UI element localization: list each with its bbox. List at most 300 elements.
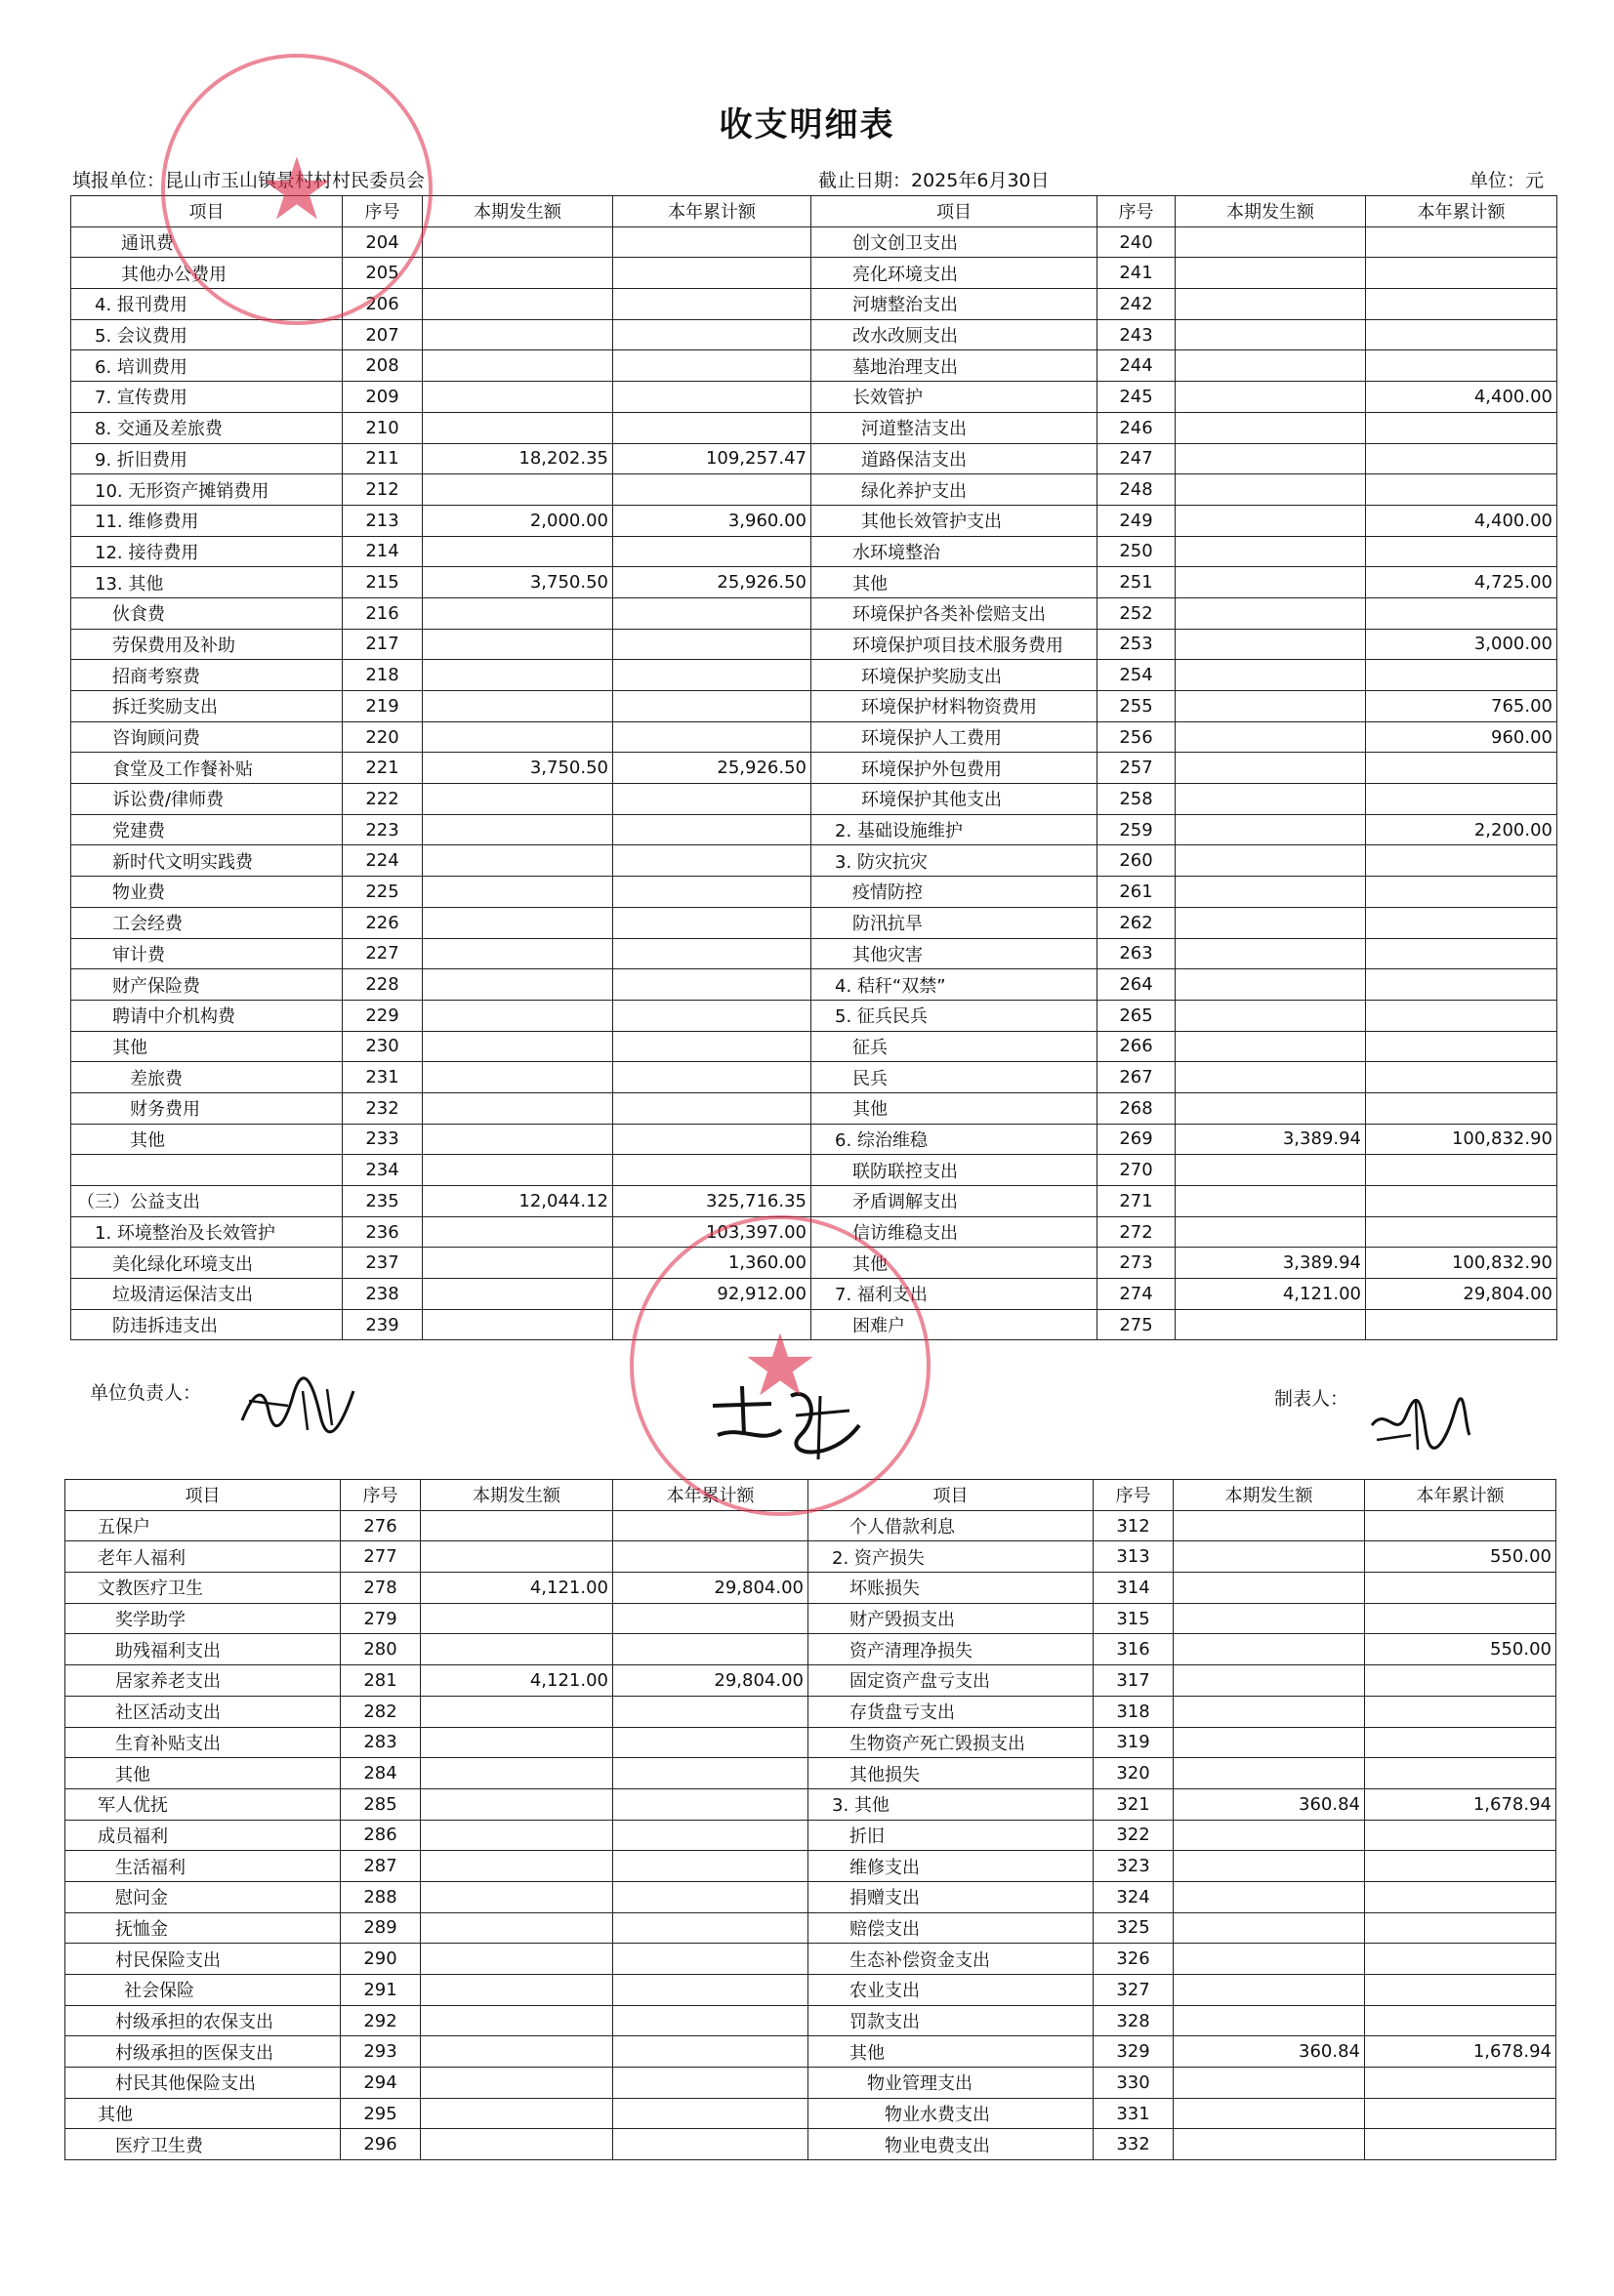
table-row <box>71 1279 1557 1310</box>
ytd-amount-cell <box>1365 1665 1556 1697</box>
table-row <box>71 907 1557 938</box>
ytd-amount-cell <box>1366 784 1557 815</box>
header-seq: 序号 <box>1094 1480 1174 1511</box>
table-row <box>65 1820 1556 1851</box>
period-amount-cell <box>421 1696 613 1727</box>
seq-cell: 211 <box>343 443 423 474</box>
seq-cell: 325 <box>1094 1912 1174 1944</box>
seq-cell: 229 <box>343 1000 423 1031</box>
period-amount-cell <box>1176 721 1366 753</box>
item-cell: 五保户 <box>65 1510 341 1541</box>
ytd-amount-cell <box>613 1031 811 1062</box>
ytd-amount-cell: 100,832.90 <box>1366 1248 1557 1279</box>
item-cell: 物业电费支出 <box>808 2129 1094 2160</box>
seq-cell: 223 <box>343 814 423 845</box>
item-cell: 其他 <box>71 1031 343 1062</box>
reporting-unit-label: 填报单位： <box>72 170 166 191</box>
seq-cell: 227 <box>343 938 423 969</box>
item-cell: 绿化养护支出 <box>811 474 1097 506</box>
ytd-amount-cell <box>1366 1309 1557 1340</box>
ytd-amount-cell: 4,400.00 <box>1366 505 1557 536</box>
ytd-amount-cell <box>1366 350 1557 382</box>
item-cell: 7. 宣传费用 <box>71 382 343 413</box>
ytd-amount-cell: 4,400.00 <box>1366 382 1557 413</box>
item-cell: 3. 防灾抗灾 <box>811 845 1097 877</box>
ytd-amount-cell <box>1365 2129 1556 2160</box>
ytd-amount-cell <box>1365 1510 1556 1541</box>
seq-cell: 313 <box>1094 1541 1174 1573</box>
seq-cell: 273 <box>1097 1248 1176 1279</box>
item-cell: 固定资产盘亏支出 <box>808 1665 1094 1697</box>
period-amount-cell <box>1174 2098 1365 2129</box>
ytd-amount-cell <box>1365 2068 1556 2099</box>
table-row <box>71 1062 1557 1093</box>
header-period: 本期发生额 <box>421 1480 613 1511</box>
seq-cell: 254 <box>1097 660 1176 691</box>
seq-cell: 317 <box>1094 1665 1174 1697</box>
seq-cell: 319 <box>1094 1727 1174 1758</box>
ytd-amount-cell <box>613 1541 808 1573</box>
seq-cell: 274 <box>1097 1279 1176 1310</box>
period-amount-cell <box>1174 1758 1365 1789</box>
period-amount-cell: 360.84 <box>1174 1788 1365 1820</box>
preparer-label: 制表人： <box>1274 1388 1349 1410</box>
ytd-amount-cell <box>1366 412 1557 443</box>
header-ytd: 本年累计额 <box>1365 1480 1556 1511</box>
ytd-amount-cell <box>1366 1155 1557 1186</box>
ytd-amount-cell <box>613 629 811 660</box>
item-cell: 10. 无形资产摊销费用 <box>71 474 343 506</box>
seq-cell: 228 <box>343 969 423 1001</box>
table-row <box>71 505 1557 536</box>
period-amount-cell <box>1176 567 1366 598</box>
seq-cell: 236 <box>343 1216 423 1248</box>
ytd-amount-cell <box>1366 753 1557 784</box>
table-row <box>65 2005 1556 2036</box>
period-amount-cell <box>1174 1665 1365 1697</box>
header-seq: 序号 <box>343 196 423 227</box>
cutoff-date: 截止日期：2025年6月30日 <box>818 170 1050 191</box>
period-amount-cell <box>1174 2005 1365 2036</box>
table-row <box>65 1788 1556 1820</box>
item-cell: 村民其他保险支出 <box>65 2068 341 2099</box>
period-amount-cell <box>1176 969 1366 1001</box>
item-cell: 防汛抗旱 <box>811 907 1097 938</box>
header-period: 本期发生额 <box>1174 1480 1365 1511</box>
item-cell: 环境保护人工费用 <box>811 721 1097 753</box>
signature-chairperson <box>703 1376 869 1474</box>
period-amount-cell <box>423 1155 613 1186</box>
item-cell: 环境保护其他支出 <box>811 784 1097 815</box>
seq-cell: 253 <box>1097 629 1176 660</box>
seq-cell: 250 <box>1097 536 1176 567</box>
period-amount-cell <box>423 1216 613 1248</box>
period-amount-cell <box>1176 597 1366 629</box>
ytd-amount-cell <box>613 1124 811 1155</box>
ytd-amount-cell <box>613 907 811 938</box>
seq-cell: 231 <box>343 1062 423 1093</box>
ytd-amount-cell <box>1365 1603 1556 1634</box>
table-row <box>71 536 1557 567</box>
item-cell: 财产保险费 <box>71 969 343 1001</box>
table-row <box>65 1541 1556 1573</box>
item-cell: 创文创卫支出 <box>811 226 1097 258</box>
period-amount-cell: 2,000.00 <box>423 505 613 536</box>
seq-cell: 275 <box>1097 1309 1176 1340</box>
period-amount-cell <box>1176 319 1366 350</box>
item-cell: 生物资产死亡毁损支出 <box>808 1727 1094 1758</box>
ytd-amount-cell <box>613 1975 808 2006</box>
seq-cell: 291 <box>341 1975 421 2006</box>
item-cell: 村级承担的农保支出 <box>65 2005 341 2036</box>
table-row <box>65 1912 1556 1944</box>
period-amount-cell <box>1174 1881 1365 1912</box>
seq-cell: 314 <box>1094 1573 1174 1604</box>
table-row <box>71 753 1557 784</box>
seq-cell: 266 <box>1097 1031 1176 1062</box>
period-amount-cell <box>1176 691 1366 722</box>
item-cell: 捐赠支出 <box>808 1881 1094 1912</box>
ledger-table-top <box>70 195 1557 1340</box>
seq-cell: 263 <box>1097 938 1176 969</box>
table-row <box>71 629 1557 660</box>
seq-cell: 214 <box>343 536 423 567</box>
period-amount-cell <box>423 814 613 845</box>
ytd-amount-cell <box>1365 1944 1556 1975</box>
seq-cell: 292 <box>341 2005 421 2036</box>
period-amount-cell <box>1176 412 1366 443</box>
period-amount-cell <box>1176 443 1366 474</box>
table-row <box>65 2129 1556 2160</box>
seq-cell: 213 <box>343 505 423 536</box>
table-header-row <box>65 1480 1556 1511</box>
period-amount-cell <box>423 938 613 969</box>
period-amount-cell <box>421 1510 613 1541</box>
ytd-amount-cell <box>1366 1186 1557 1217</box>
item-cell: 5. 征兵民兵 <box>811 1000 1097 1031</box>
header-item: 项目 <box>71 196 343 227</box>
item-cell: 联防联控支出 <box>811 1155 1097 1186</box>
ytd-amount-cell <box>613 1788 808 1820</box>
ytd-amount-cell <box>613 1758 808 1789</box>
item-cell: 拆迁奖励支出 <box>71 691 343 722</box>
ytd-amount-cell: 92,912.00 <box>613 1279 811 1310</box>
seq-cell: 244 <box>1097 350 1176 382</box>
item-cell: 物业水费支出 <box>808 2098 1094 2129</box>
seq-cell: 288 <box>341 1881 421 1912</box>
seq-cell: 328 <box>1094 2005 1174 2036</box>
seq-cell: 260 <box>1097 845 1176 877</box>
item-cell: 环境保护奖励支出 <box>811 660 1097 691</box>
ytd-amount-cell <box>613 1603 808 1634</box>
period-amount-cell <box>423 1124 613 1155</box>
period-amount-cell <box>1174 1696 1365 1727</box>
seq-cell: 243 <box>1097 319 1176 350</box>
period-amount-cell: 3,389.94 <box>1176 1124 1366 1155</box>
ytd-amount-cell <box>1365 1820 1556 1851</box>
table-row <box>65 1603 1556 1634</box>
period-amount-cell <box>421 2036 613 2068</box>
ytd-amount-cell: 100,832.90 <box>1366 1124 1557 1155</box>
ytd-amount-cell <box>613 2098 808 2129</box>
ytd-amount-cell <box>613 969 811 1001</box>
table-row <box>65 1696 1556 1727</box>
item-cell: 其他 <box>808 2036 1094 2068</box>
ytd-amount-cell: 3,960.00 <box>613 505 811 536</box>
ytd-amount-cell <box>613 1944 808 1975</box>
table-row <box>65 1851 1556 1882</box>
item-cell: 环境保护项目技术服务费用 <box>811 629 1097 660</box>
item-cell: 成员福利 <box>65 1820 341 1851</box>
ytd-amount-cell <box>1366 1216 1557 1248</box>
table-row <box>65 2068 1556 2099</box>
header-ytd: 本年累计额 <box>613 196 811 227</box>
period-amount-cell <box>421 2129 613 2160</box>
table-row <box>71 1248 1557 1279</box>
header-period: 本期发生额 <box>423 196 613 227</box>
period-amount-cell <box>423 1248 613 1279</box>
seq-cell: 270 <box>1097 1155 1176 1186</box>
item-cell: 12. 接待费用 <box>71 536 343 567</box>
item-cell: 生育补贴支出 <box>65 1727 341 1758</box>
period-amount-cell: 360.84 <box>1174 2036 1365 2068</box>
header-seq: 序号 <box>1097 196 1176 227</box>
item-cell: 审计费 <box>71 938 343 969</box>
item-cell: 征兵 <box>811 1031 1097 1062</box>
ytd-amount-cell <box>1366 1062 1557 1093</box>
period-amount-cell: 4,121.00 <box>421 1665 613 1697</box>
ytd-amount-cell: 2,200.00 <box>1366 814 1557 845</box>
period-amount-cell <box>421 1634 613 1665</box>
item-cell: 村民保险支出 <box>65 1944 341 1975</box>
seq-cell: 239 <box>343 1309 423 1340</box>
item-cell: 其他 <box>811 567 1097 598</box>
item-cell: 社区活动支出 <box>65 1696 341 1727</box>
item-cell: 物业费 <box>71 877 343 908</box>
seq-cell: 235 <box>343 1186 423 1217</box>
item-cell: 墓地治理支出 <box>811 350 1097 382</box>
table-row <box>65 1975 1556 2006</box>
ytd-amount-cell: 960.00 <box>1366 721 1557 753</box>
item-cell: 9. 折旧费用 <box>71 443 343 474</box>
item-cell: 环境保护各类补偿赔支出 <box>811 597 1097 629</box>
seq-cell: 255 <box>1097 691 1176 722</box>
period-amount-cell <box>421 1541 613 1573</box>
table-row <box>65 2036 1556 2068</box>
ytd-amount-cell <box>1366 289 1557 320</box>
table-row <box>71 226 1557 258</box>
seq-cell: 272 <box>1097 1216 1176 1248</box>
item-cell: 水环境整治 <box>811 536 1097 567</box>
item-cell: 7. 福利支出 <box>811 1279 1097 1310</box>
table-row <box>65 2098 1556 2129</box>
seq-cell: 232 <box>343 1092 423 1124</box>
period-amount-cell <box>1176 907 1366 938</box>
table-row <box>71 597 1557 629</box>
ytd-amount-cell: 325,716.35 <box>613 1186 811 1217</box>
ytd-amount-cell: 3,000.00 <box>1366 629 1557 660</box>
period-amount-cell <box>1176 753 1366 784</box>
item-cell: 环境保护材料物资费用 <box>811 691 1097 722</box>
ytd-amount-cell <box>1365 1696 1556 1727</box>
item-cell: 党建费 <box>71 814 343 845</box>
period-amount-cell <box>423 597 613 629</box>
seq-cell: 238 <box>343 1279 423 1310</box>
table-row <box>71 289 1557 320</box>
ytd-amount-cell <box>613 1155 811 1186</box>
period-amount-cell <box>1174 1541 1365 1573</box>
item-cell: 美化绿化环境支出 <box>71 1248 343 1279</box>
item-cell: 资产清理净损失 <box>808 1634 1094 1665</box>
period-amount-cell <box>423 258 613 289</box>
period-amount-cell <box>1176 1155 1366 1186</box>
item-cell: 民兵 <box>811 1062 1097 1093</box>
item-cell: 助残福利支出 <box>65 1634 341 1665</box>
ytd-amount-cell <box>1366 907 1557 938</box>
seq-cell: 280 <box>341 1634 421 1665</box>
period-amount-cell <box>1176 536 1366 567</box>
ytd-amount-cell <box>1365 1851 1556 1882</box>
ytd-amount-cell: 550.00 <box>1365 1541 1556 1573</box>
period-amount-cell <box>1176 474 1366 506</box>
item-cell: 聘请中介机构费 <box>71 1000 343 1031</box>
period-amount-cell <box>421 1820 613 1851</box>
ytd-amount-cell <box>1366 845 1557 877</box>
seq-cell: 264 <box>1097 969 1176 1001</box>
seq-cell: 246 <box>1097 412 1176 443</box>
period-amount-cell <box>1174 1727 1365 1758</box>
period-amount-cell <box>421 1727 613 1758</box>
period-amount-cell <box>1176 350 1366 382</box>
header-item: 项目 <box>811 196 1097 227</box>
period-amount-cell <box>423 226 613 258</box>
ytd-amount-cell <box>613 1510 808 1541</box>
period-amount-cell <box>423 1279 613 1310</box>
seq-cell: 224 <box>343 845 423 877</box>
period-amount-cell <box>423 1309 613 1340</box>
ytd-amount-cell <box>613 845 811 877</box>
period-amount-cell <box>1176 1186 1366 1217</box>
reporting-unit-value: 昆山市玉山镇景村村村民委员会 <box>165 170 426 191</box>
ytd-amount-cell <box>1366 597 1557 629</box>
seq-cell: 332 <box>1094 2129 1174 2160</box>
header-item: 项目 <box>808 1480 1094 1511</box>
seq-cell: 290 <box>341 1944 421 1975</box>
ytd-amount-cell <box>613 258 811 289</box>
period-amount-cell: 18,202.35 <box>423 443 613 474</box>
ytd-amount-cell <box>613 938 811 969</box>
seq-cell: 219 <box>343 691 423 722</box>
period-amount-cell <box>1176 845 1366 877</box>
table-row <box>71 350 1557 382</box>
seq-cell: 276 <box>341 1510 421 1541</box>
period-amount-cell <box>1176 629 1366 660</box>
item-cell: 4. 报刊费用 <box>71 289 343 320</box>
period-amount-cell <box>1176 1031 1366 1062</box>
seq-cell: 287 <box>341 1851 421 1882</box>
seq-cell: 230 <box>343 1031 423 1062</box>
period-amount-cell <box>1174 1510 1365 1541</box>
item-cell: 财务费用 <box>71 1092 343 1124</box>
table-row <box>71 660 1557 691</box>
item-cell: 6. 培训费用 <box>71 350 343 382</box>
ytd-amount-cell <box>1365 1727 1556 1758</box>
ytd-amount-cell: 550.00 <box>1365 1634 1556 1665</box>
seq-cell: 318 <box>1094 1696 1174 1727</box>
item-cell: 诉讼费/律师费 <box>71 784 343 815</box>
period-amount-cell <box>1174 1603 1365 1634</box>
period-amount-cell <box>1174 1851 1365 1882</box>
table-row <box>71 412 1557 443</box>
seq-cell: 283 <box>341 1727 421 1758</box>
item-cell: 2. 资产损失 <box>808 1541 1094 1573</box>
period-amount-cell <box>1174 1912 1365 1944</box>
seq-cell: 294 <box>341 2068 421 2099</box>
period-amount-cell <box>421 1975 613 2006</box>
seq-cell: 207 <box>343 319 423 350</box>
item-cell: 存货盘亏支出 <box>808 1696 1094 1727</box>
ytd-amount-cell <box>613 1727 808 1758</box>
item-cell: 文教医疗卫生 <box>65 1573 341 1604</box>
ytd-amount-cell <box>613 2129 808 2160</box>
period-amount-cell <box>421 1881 613 1912</box>
responsible-label: 单位负责人： <box>90 1382 202 1404</box>
ytd-amount-cell: 29,804.00 <box>613 1573 808 1604</box>
period-amount-cell <box>1174 1944 1365 1975</box>
period-amount-cell <box>1176 382 1366 413</box>
seq-cell: 281 <box>341 1665 421 1697</box>
ytd-amount-cell <box>613 412 811 443</box>
period-amount-cell <box>1176 1309 1366 1340</box>
ytd-amount-cell <box>613 691 811 722</box>
item-cell: 赔偿支出 <box>808 1912 1094 1944</box>
seq-cell: 262 <box>1097 907 1176 938</box>
item-cell: 居家养老支出 <box>65 1665 341 1697</box>
seq-cell: 208 <box>343 350 423 382</box>
seq-cell: 268 <box>1097 1092 1176 1124</box>
seq-cell: 218 <box>343 660 423 691</box>
seal-star-icon: ★ <box>258 139 336 239</box>
seq-cell: 206 <box>343 289 423 320</box>
item-cell: 道路保洁支出 <box>811 443 1097 474</box>
seq-cell: 296 <box>341 2129 421 2160</box>
item-cell: 农业支出 <box>808 1975 1094 2006</box>
period-amount-cell <box>423 474 613 506</box>
seq-cell: 251 <box>1097 567 1176 598</box>
seq-cell: 215 <box>343 567 423 598</box>
ytd-amount-cell <box>613 814 811 845</box>
item-cell: 医疗卫生费 <box>65 2129 341 2160</box>
seq-cell: 245 <box>1097 382 1176 413</box>
period-amount-cell <box>1176 1092 1366 1124</box>
seq-cell: 242 <box>1097 289 1176 320</box>
seq-cell: 326 <box>1094 1944 1174 1975</box>
item-cell: 亮化环境支出 <box>811 258 1097 289</box>
item-cell: 社会保险 <box>65 1975 341 2006</box>
item-cell: （三）公益支出 <box>71 1186 343 1217</box>
table-row <box>71 1216 1557 1248</box>
item-cell: 折旧 <box>808 1820 1094 1851</box>
seq-cell: 293 <box>341 2036 421 2068</box>
item-cell: 咨询顾问费 <box>71 721 343 753</box>
seq-cell: 222 <box>343 784 423 815</box>
period-amount-cell <box>1176 258 1366 289</box>
period-amount-cell <box>1174 1975 1365 2006</box>
period-amount-cell <box>421 2098 613 2129</box>
item-cell: 维修支出 <box>808 1851 1094 1882</box>
period-amount-cell <box>421 1758 613 1789</box>
seq-cell: 330 <box>1094 2068 1174 2099</box>
